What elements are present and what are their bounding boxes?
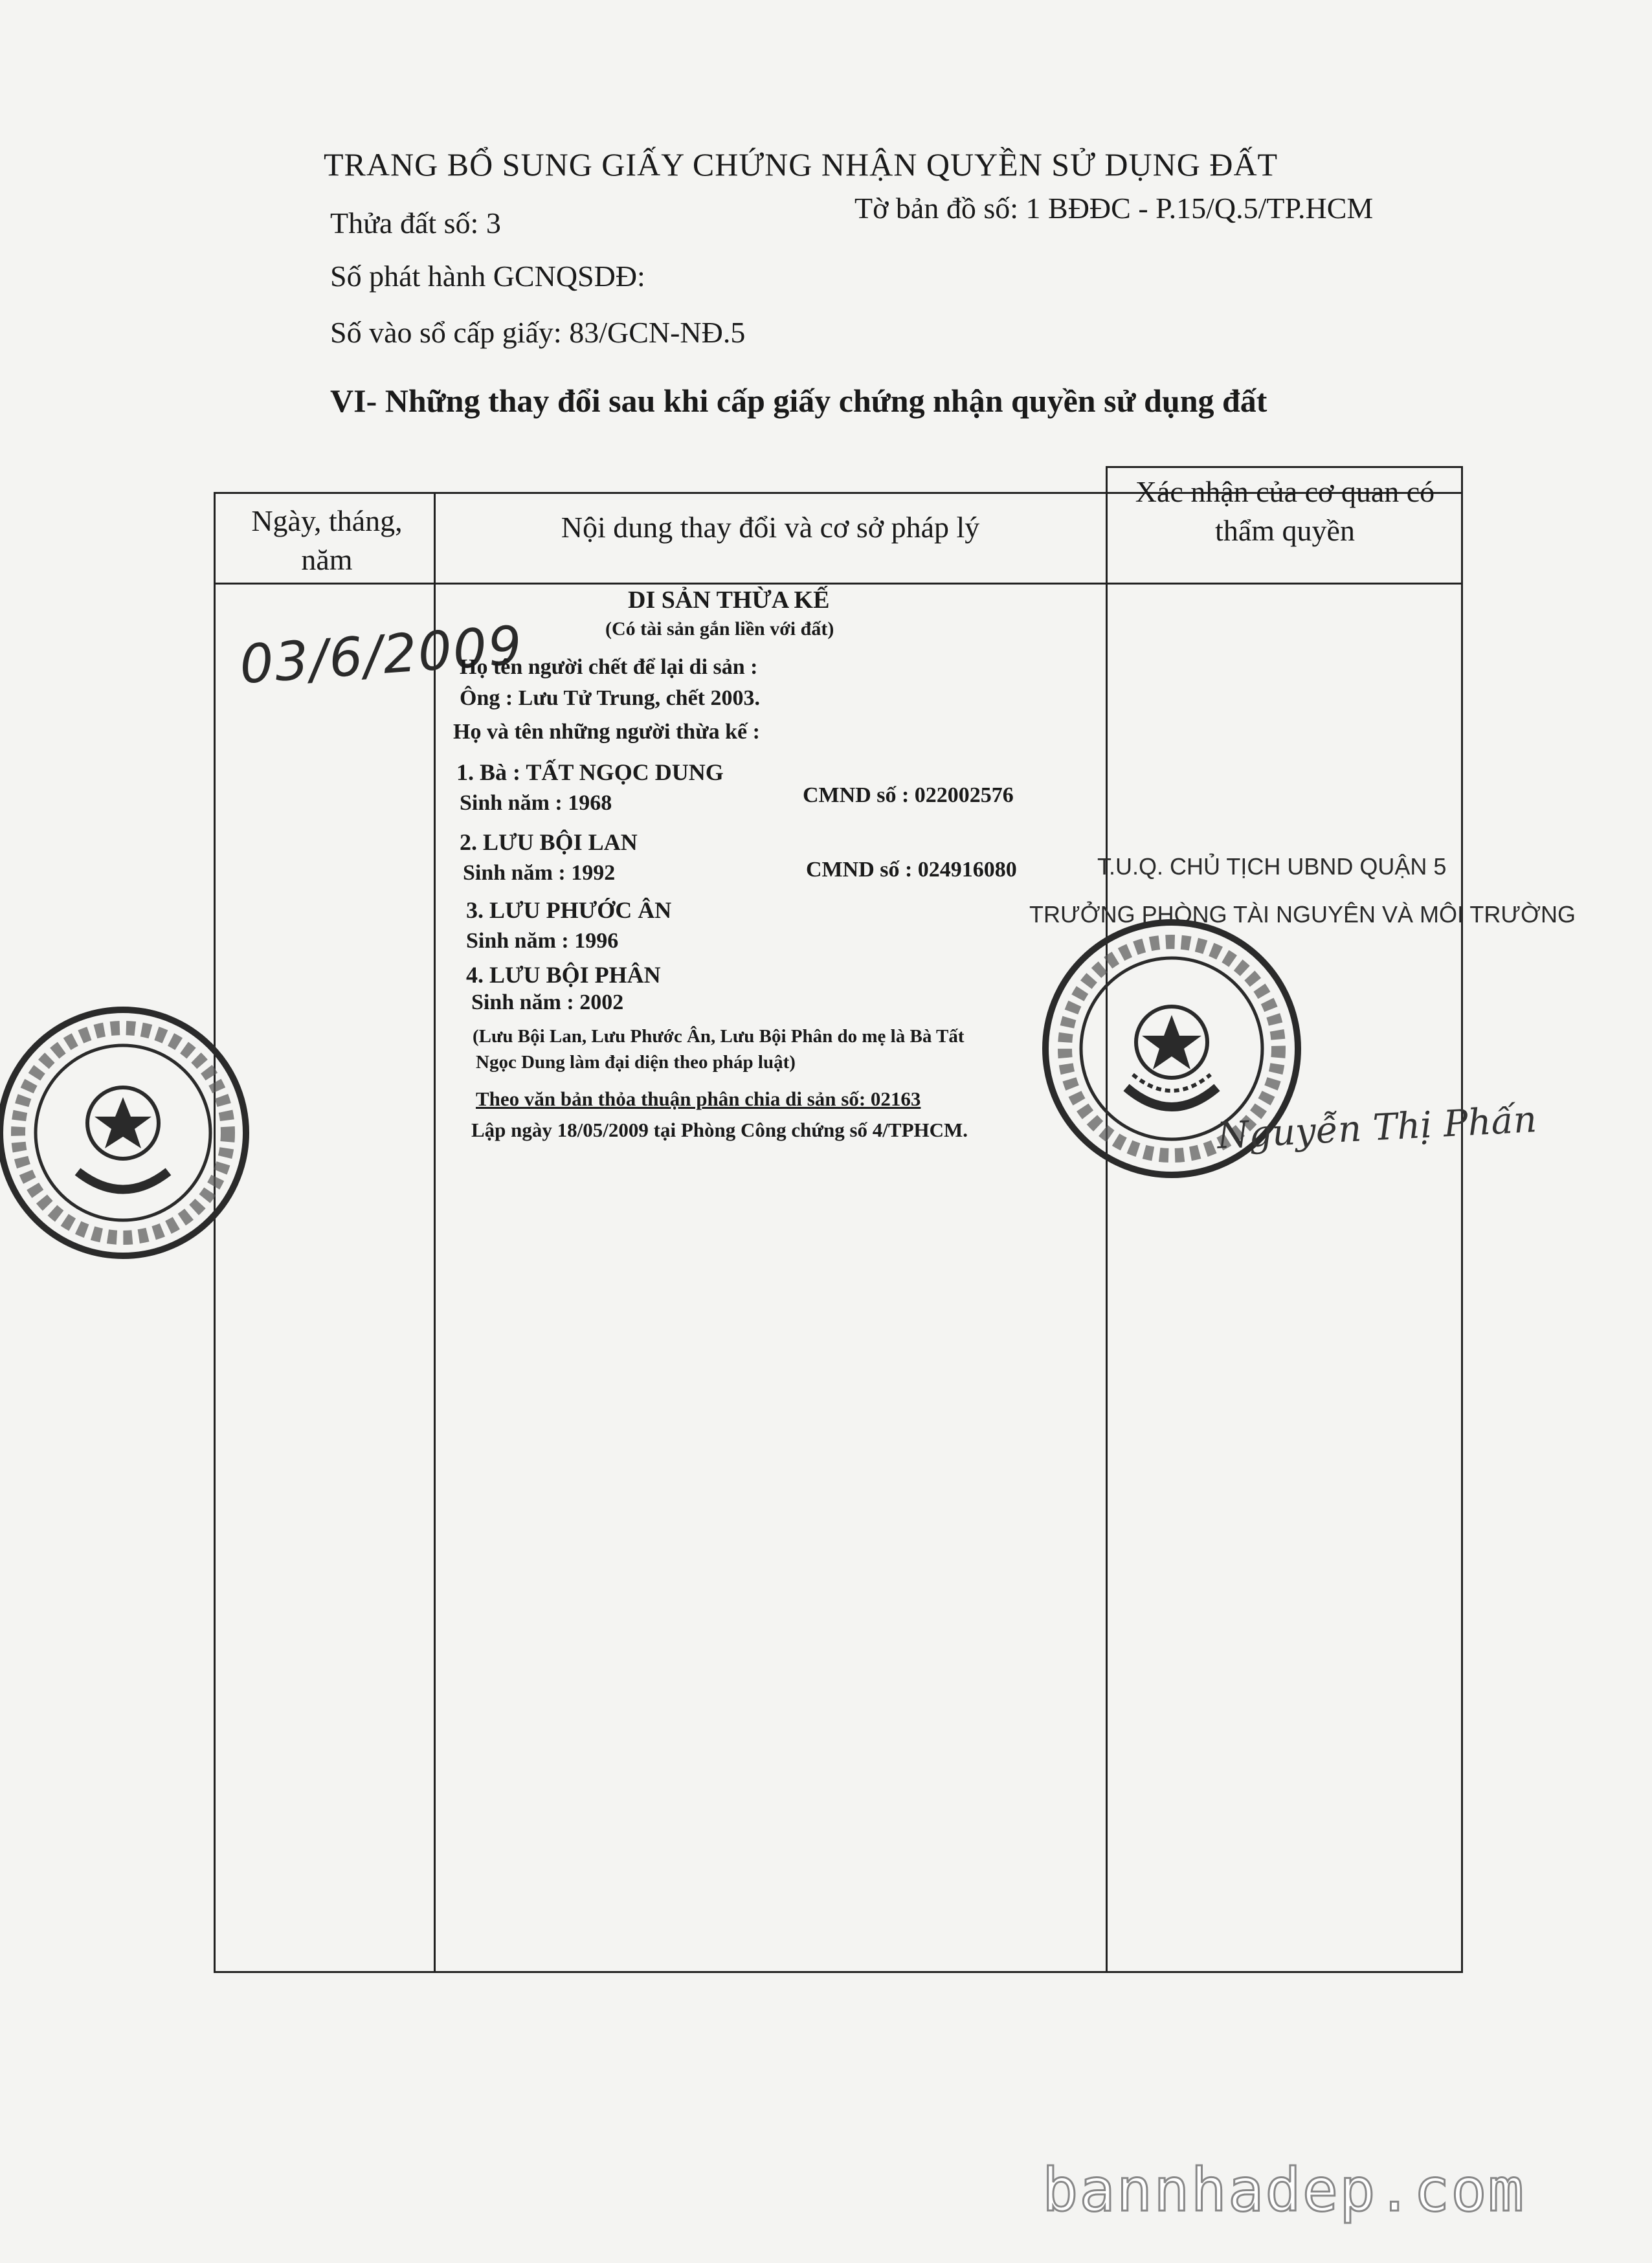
table-col-divider-2 [1106, 466, 1108, 1973]
representation-note-2: Ngọc Dung làm đại diện theo pháp luật) [476, 1052, 796, 1073]
heir-3-name: 3. LƯU PHƯỚC ÂN [466, 897, 672, 923]
table-confirm-top [1106, 466, 1463, 468]
heir-2-id: CMND số : 024916080 [806, 858, 1017, 882]
col-header-content: Nội dung thay đổi và cơ sở pháp lý [561, 511, 980, 544]
notarization-info: Lập ngày 18/05/2009 tại Phòng Công chứng số 4/TPHCM. [471, 1119, 968, 1141]
heir-1-birth: Sinh năm : 1968 [460, 791, 612, 815]
heir-2-name: 2. LƯU BỘI LAN [460, 829, 638, 855]
heir-2-birth: Sinh năm : 1992 [463, 861, 616, 885]
entry-title: DI SẢN THỪA KẾ [628, 586, 830, 614]
representation-note-1: (Lưu Bội Lan, Lưu Phước Ân, Lưu Bội Phân do mẹ là Bà Tất [473, 1026, 965, 1047]
changes-table [214, 466, 1463, 1974]
table-col-divider-1 [434, 492, 436, 1973]
table-right-border [1461, 466, 1463, 1973]
official-signature: Nguyễn Thị Phấn [1216, 1098, 1538, 1157]
handwritten-date: 03/6/2009 [238, 614, 526, 697]
parcel-number: Thửa đất số: 3 [330, 206, 501, 240]
heir-3-birth: Sinh năm : 1996 [466, 929, 619, 953]
authority-line-1: T.U.Q. CHỦ TỊCH UBND QUẬN 5 [1097, 853, 1447, 880]
deceased-label: Họ tên người chết để lại di sản : [460, 655, 758, 679]
heir-4-name: 4. LƯU BỘI PHÂN [466, 962, 661, 988]
issue-number: Số phát hành GCNQSDĐ: [330, 260, 645, 293]
heir-4-birth: Sinh năm : 2002 [471, 990, 624, 1014]
register-number: Số vào sổ cấp giấy: 83/GCN-NĐ.5 [330, 316, 746, 349]
page-title: TRANG BỔ SUNG GIẤY CHỨNG NHẬN QUYỀN SỬ DỤNG ĐẤT [324, 146, 1278, 183]
heir-1-id: CMND số : 022002576 [803, 783, 1014, 807]
entry-subtitle: (Có tài sản gắn liền với đất) [605, 618, 834, 640]
heirs-label: Họ và tên những người thừa kế : [453, 720, 760, 744]
section-heading: VI- Những thay đổi sau khi cấp giấy chứng nhận quyền sử dụng đất [330, 383, 1267, 419]
heir-1-name: 1. Bà : TẤT NGỌC DUNG [456, 759, 724, 785]
map-sheet-number: Tờ bản đồ số: 1 BĐĐC - P.15/Q.5/TP.HCM [854, 192, 1374, 225]
partial-seal-icon [0, 984, 259, 1282]
table-header-border [214, 583, 1463, 585]
col-header-date: Ngày, tháng, năm [251, 504, 403, 576]
legal-basis: Theo văn bản thỏa thuận phân chia di sản số: 02163 [476, 1087, 921, 1110]
authority-line-2: TRƯỞNG PHÒNG TÀI NGUYÊN VÀ MÔI TRƯỜNG [1029, 901, 1576, 928]
col-header-confirm: Xác nhận của cơ quan có thẩm quyền [1135, 475, 1435, 547]
watermark: bannhadep.com [1042, 2156, 1526, 2225]
table-bottom-border [214, 1971, 1463, 1973]
deceased-name: Ông : Lưu Tử Trung, chết 2003. [460, 686, 760, 710]
